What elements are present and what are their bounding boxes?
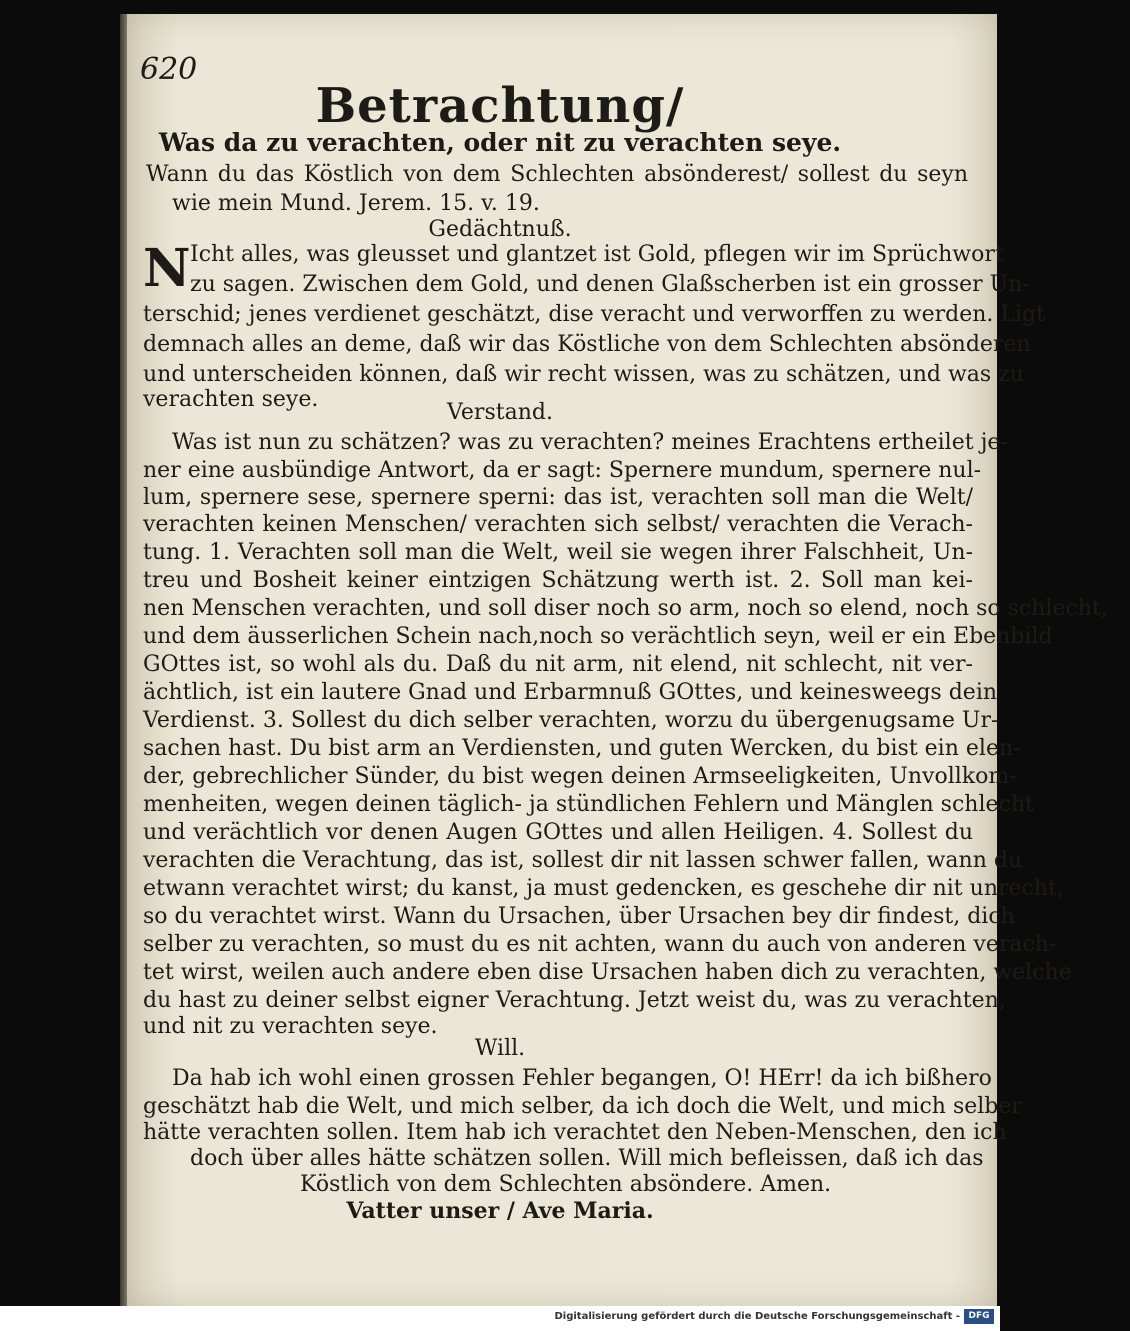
verstand-line: ächtlich, ist ein lautere Gnad und Erbarmnuß GOttes, und keinesweegs dein (143, 680, 998, 705)
verstand-line: und nit zu verachten seye. (143, 1014, 438, 1039)
verstand-line: selber zu verachten, so must du es nit achten, wann du auch von anderen verach- (143, 932, 1057, 957)
will-heading: Will. (474, 1036, 526, 1061)
motto-line-1: Wann du das Köstlich von dem Schlechten absönderest/ sollest du seyn (146, 162, 968, 187)
verstand-line: du hast zu deiner selbst eigner Verachtung. Jetzt weist du, was zu verachten, (143, 988, 1006, 1013)
verstand-line: und verächtlich vor denen Augen GOttes und allen Heiligen. 4. Sollest du (143, 820, 973, 845)
will-line: geschätzt hab die Welt, und mich selber, da ich doch die Welt, und mich selber (143, 1094, 1022, 1119)
verstand-line: Verdienst. 3. Sollest du dich selber verachten, worzu du übergenugsame Ur- (143, 708, 999, 733)
gedaechtnuss-line: demnach alles an deme, daß wir das Köstliche von dem Schlechten absönderen (143, 332, 1031, 357)
verstand-line: GOttes ist, so wohl als du. Daß du nit arm, nit elend, nit schlecht, nit ver- (143, 652, 973, 677)
verstand-line: menheiten, wegen deinen täglich- ja stündlichen Fehlern und Mänglen schlecht (143, 792, 1034, 817)
gedaechtnuss-line: terschid; jenes verdienet geschätzt, dise veracht und verworffen zu werden. Ligt (143, 302, 1045, 327)
verstand-line: verachten keinen Menschen/ verachten sich selbst/ verachten die Verach- (143, 512, 973, 537)
subtitle: Was da zu verachten, oder nit zu verachten seye. (158, 128, 842, 157)
verstand-line: tet wirst, weilen auch andere eben dise Ursachen haben dich zu verachten, welche (143, 960, 1072, 985)
will-line: Da hab ich wohl einen grossen Fehler begangen, O! HErr! da ich bißhero (172, 1066, 992, 1091)
verstand-line: lum, spernere sese, spernere sperni: das ist, verachten soll man die Welt/ (143, 485, 973, 510)
verstand-line: treu und Bosheit keiner eintzigen Schätzung werth ist. 2. Soll man kei- (143, 568, 973, 593)
verstand-line: der, gebrechlicher Sünder, du bist wegen deinen Armseeligkeiten, Unvollkom- (143, 764, 1017, 789)
motto-line-2: wie mein Mund. Jerem. 15. v. 19. (172, 191, 540, 216)
verstand-line: und dem äusserlichen Schein nach,noch so verächtlich seyn, weil er ein Ebenbild (143, 624, 1053, 649)
verstand-line: ner eine ausbündige Antwort, da er sagt: Spernere mundum, spernere nul- (143, 458, 982, 483)
footer-credit: Digitalisierung gefördert durch die Deutsche Forschungsgemeinschaft - (554, 1311, 960, 1322)
dropcap-letter: N (143, 238, 191, 299)
verstand-line: nen Menschen verachten, und soll diser noch so arm, noch so elend, noch so schlecht, (143, 596, 1108, 621)
verstand-line: etwann verachtet wirst; du kanst, ja must gedencken, es geschehe dir nit unrecht, (143, 876, 1064, 901)
will-line: hätte verachten sollen. Item hab ich verachtet den Neben-Menschen, den ich (143, 1120, 1007, 1145)
page-number: 620 (140, 52, 198, 87)
dfg-logo[interactable]: DFG (964, 1309, 994, 1324)
gedaechtnuss-line: verachten seye. (143, 387, 319, 412)
gedaechtnuss-line: Icht alles, was gleusset und glantzet ist Gold, pflegen wir im Sprüchwort (190, 242, 1004, 267)
closing-prayer: Vatter unser / Ave Maria. (346, 1198, 654, 1224)
verstand-heading: Verstand. (447, 400, 553, 425)
will-line: Köstlich von dem Schlechten absöndere. Amen. (300, 1172, 832, 1197)
will-line: doch über alles hätte schätzen sollen. Will mich befleissen, daß ich das (190, 1146, 984, 1171)
verstand-line: verachten die Verachtung, das ist, sollest dir nit lassen schwer fallen, wann du (143, 848, 1023, 873)
gedaechtnuss-line: und unterscheiden können, daß wir recht wissen, was zu schätzen, und was zu (143, 362, 1024, 387)
gedaechtnuss-heading: Gedächtnuß. (428, 217, 572, 242)
gedaechtnuss-line: zu sagen. Zwischen dem Gold, und denen Glaßscherben ist ein grosser Un- (190, 272, 1030, 297)
verstand-line: sachen hast. Du bist arm an Verdiensten, und guten Wercken, du bist ein elen- (143, 736, 1021, 761)
verstand-line: tung. 1. Verachten soll man die Welt, weil sie wegen ihrer Falschheit, Un- (143, 540, 973, 565)
verstand-line: Was ist nun zu schätzen? was zu verachten? meines Erachtens ertheilet je- (172, 430, 1008, 455)
verstand-line: so du verachtet wirst. Wann du Ursachen, über Ursachen bey dir findest, dich (143, 904, 1015, 929)
page-title: Betrachtung/ (315, 78, 685, 134)
